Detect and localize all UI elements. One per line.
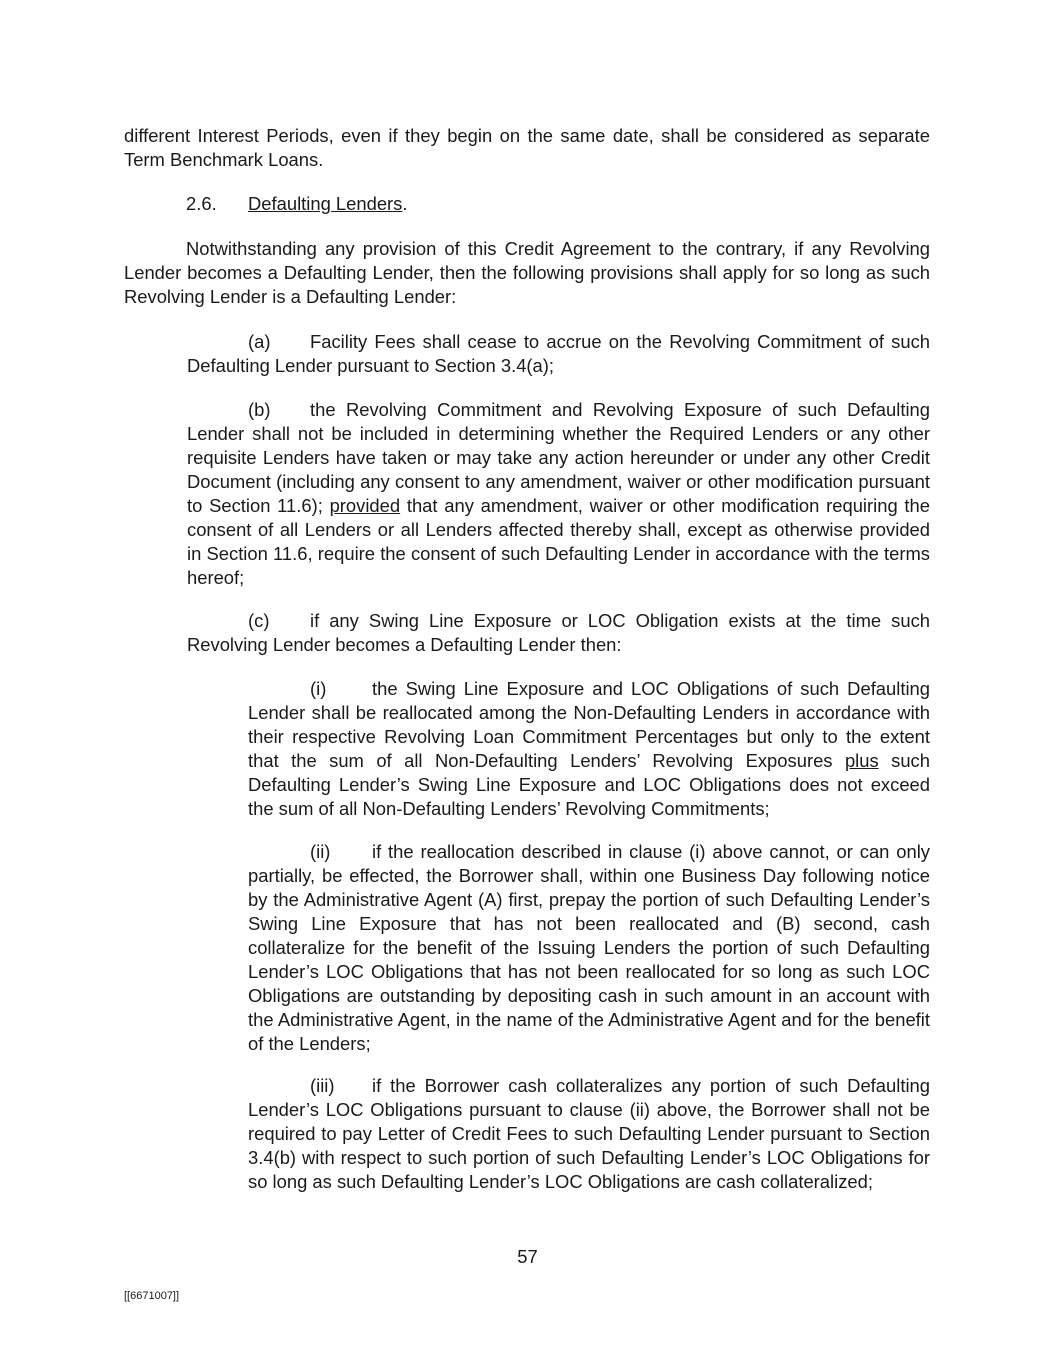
clause-b-text-before: the Revolving Commitment and Revolving Exposure of such Defaulting Lender shall not be included in determining whether the Required Lenders or any other requisite Lenders have taken or may take any action hereunder or under any other Credit Document (including any consent to any amendment, waiver or other modification pursuant to Section 11.6); [187, 399, 930, 516]
section-title: Defaulting Lenders [248, 193, 403, 214]
clause-a-text: Facility Fees shall cease to accrue on the Revolving Commitment of such Defaulting Lender pursuant to Section 3.4(a); [187, 331, 930, 376]
section-heading [186, 192, 408, 216]
clause-a [187, 330, 930, 378]
section-number: 2.6. [186, 193, 217, 214]
intro-paragraph: Notwithstanding any provision of this Credit Agreement to the contrary, if any Revolving Lender becomes a Defaulting Lender, then the following provisions shall apply for so long as such Revolving Lender is a Defaulting Lender: [124, 238, 930, 307]
clause-c-ii [248, 840, 930, 1056]
page-number: 57 [517, 1246, 538, 1267]
clause-c-ii-label: (ii) [310, 841, 331, 862]
clause-c-i-plus: plus [844, 750, 879, 771]
document-id: [[6671007]] [124, 1290, 180, 1302]
clause-c [187, 609, 930, 657]
clause-c-i-text-after: such Defaulting Lender’s Swing Line Exposure and LOC Obligations does not exceed the sum of all Non-Defaulting Lenders’ Revolving Commitments; [248, 750, 930, 819]
clause-c-iii [248, 1074, 930, 1194]
clause-c-label: (c) [248, 610, 270, 631]
clause-b-label: (b) [248, 399, 271, 420]
clause-b [187, 398, 930, 590]
clause-c-i-text-before: the Swing Line Exposure and LOC Obligations of such Defaulting Lender shall be reallocated among the Non-Defaulting Lenders in accordance with their respective Revolving Loan Commitment Percentages but only to the extent that the sum of all Non-Defaulting Lenders’ Revolving Exposures [248, 678, 930, 771]
section-title-period: . [402, 193, 408, 214]
clause-a-label: (a) [248, 331, 271, 352]
clause-b-provided: provided [329, 495, 401, 516]
clause-b-text-after: that any amendment, waiver or other modification requiring the consent of all Lenders or all Lenders affected thereby shall, except as otherwise provided in Section 11.6, require the consent of such Defaulting Lender in accordance with the terms hereof; [187, 495, 930, 588]
clause-c-text: if any Swing Line Exposure or LOC Obligation exists at the time such Revolving Lender becomes a Defaulting Lender then: [187, 610, 930, 655]
clause-c-ii-text: if the reallocation described in clause (i) above cannot, or can only partially, be effected, the Borrower shall, within one Business Day following notice by the Administrative Agent (A) first, prepay the portion of such Defaulting Lender’s Swing Line Exposure that has not been reallocated and (B) second, cash collateralize for the benefit of the Issuing Lenders the portion of such Defaulting Lender’s LOC Obligations that has not been reallocated for so long as such LOC Obligations are outstanding by depositing cash in such amount in an account with the Administrative Agent, in the name of the Administrative Agent and for the benefit of the Lenders; [248, 841, 930, 1054]
clause-c-i-label: (i) [310, 678, 327, 699]
clause-c-iii-text: if the Borrower cash collateralizes any portion of such Defaulting Lender’s LOC Obligations pursuant to clause (ii) above, the Borrower shall not be required to pay Letter of Credit Fees to such Defaulting Lender pursuant to Section 3.4(b) with respect to such portion of such Defaulting Lender’s LOC Obligations for so long as such Defaulting Lender’s LOC Obligations are cash collateralized; [248, 1075, 930, 1192]
clause-c-iii-label: (iii) [310, 1075, 335, 1096]
carryover-paragraph: different Interest Periods, even if they begin on the same date, shall be considered as separate Term Benchmark Loans. [124, 125, 930, 170]
clause-c-i [248, 677, 930, 821]
